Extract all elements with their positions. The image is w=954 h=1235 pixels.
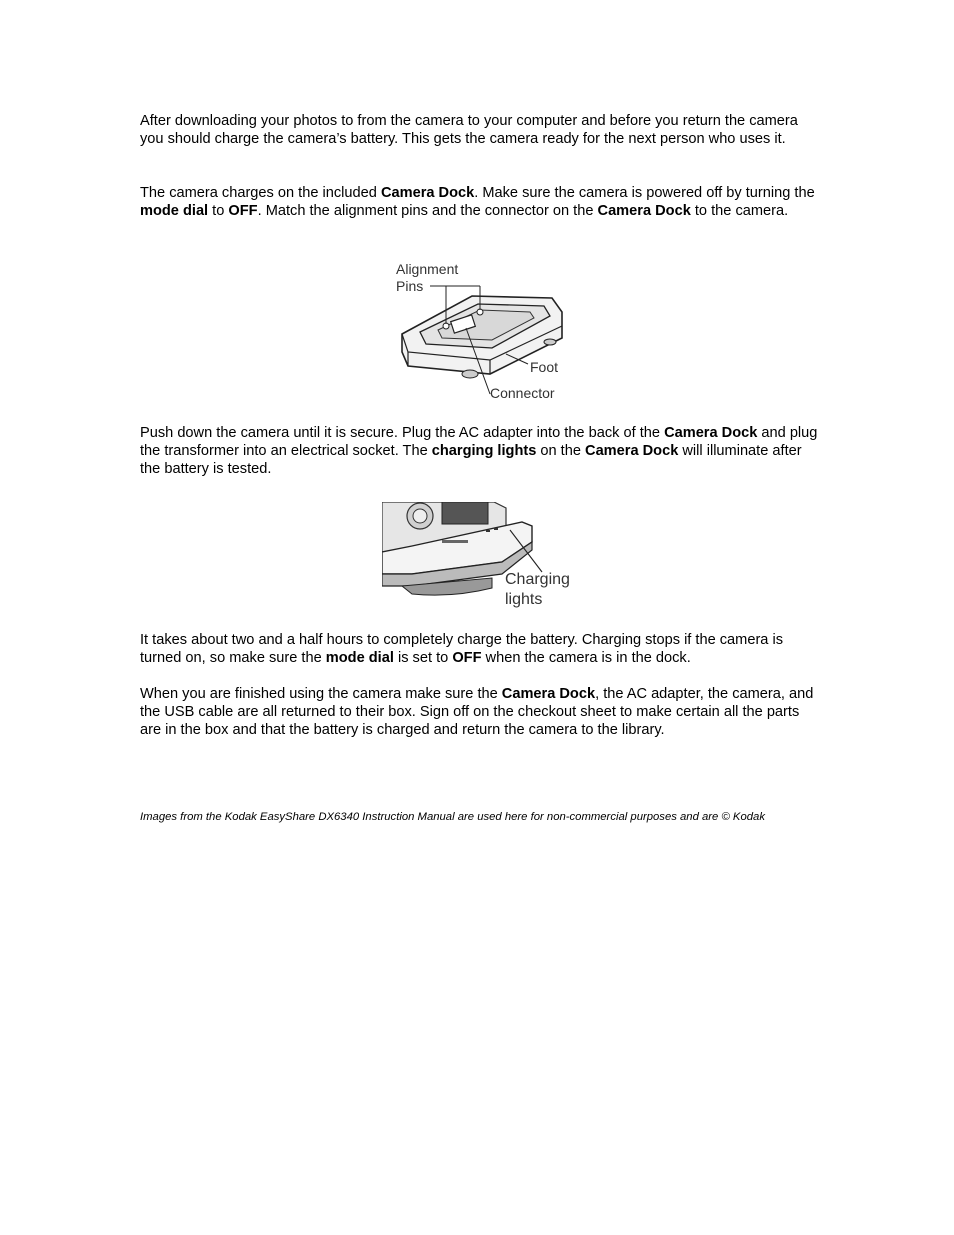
camera-dock-figure (380, 256, 580, 406)
paragraph-intro: After downloading your photos to from the camera to your computer and before you return the camera you should charge the camera’s battery. This gets the camera ready for the next person who uses it. (140, 113, 798, 147)
bold-off: OFF (452, 650, 482, 666)
bold-camera-dock: Camera Dock (501, 686, 596, 702)
paragraph-dock-instructions: The camera charges on the included Camera Dock. Make sure the camera is powered off by turning the mode dial to OFF. Match the alignment pins and the connector on the Camera Dock to the camera. (140, 185, 815, 219)
bold-camera-dock: Camera Dock (380, 185, 475, 201)
bold-charging-lights: charging lights (431, 443, 537, 459)
label-charging: Charging (505, 571, 570, 588)
label-lights: lights (505, 591, 543, 608)
charging-lights-figure (382, 502, 582, 614)
bold-mode-dial: mode dial (140, 203, 209, 219)
paragraph-charge-time: It takes about two and a half hours to completely charge the battery. Charging stops if the camera is turned on, so make sure the mode dial is set to OFF when the camera is in the dock. (140, 632, 784, 666)
label-alignment: Alignment (396, 261, 459, 277)
bold-camera-dock: Camera Dock (664, 425, 758, 441)
label-connector: Connector (490, 385, 555, 401)
bold-off: OFF (228, 203, 258, 219)
paragraph-return: When you are finished using the camera make sure the Camera Dock, the AC adapter, the camera, and the USB cable are all returned to their box. Sign off on the checkout sheet to make certain all the parts are in the box and that the battery is charged and return the camera to the library. (140, 686, 814, 738)
bold-camera-dock: Camera Dock (585, 443, 679, 459)
label-foot: Foot (530, 359, 559, 375)
image-credit-footnote: Images from the Kodak EasyShare DX6340 Instruction Manual are used here for non-commercial purposes and are © Kodak (140, 811, 765, 823)
paragraph-push-down: Push down the camera until it is secure. Plug the AC adapter into the back of the Camera Dock and plug the transformer into an electrical socket. The charging lights on the Camera Dock will illuminate after the battery is tested. (140, 425, 818, 477)
bold-camera-dock: Camera Dock (597, 203, 691, 219)
bold-mode-dial: mode dial (325, 650, 394, 666)
label-pins: Pins (396, 278, 424, 294)
